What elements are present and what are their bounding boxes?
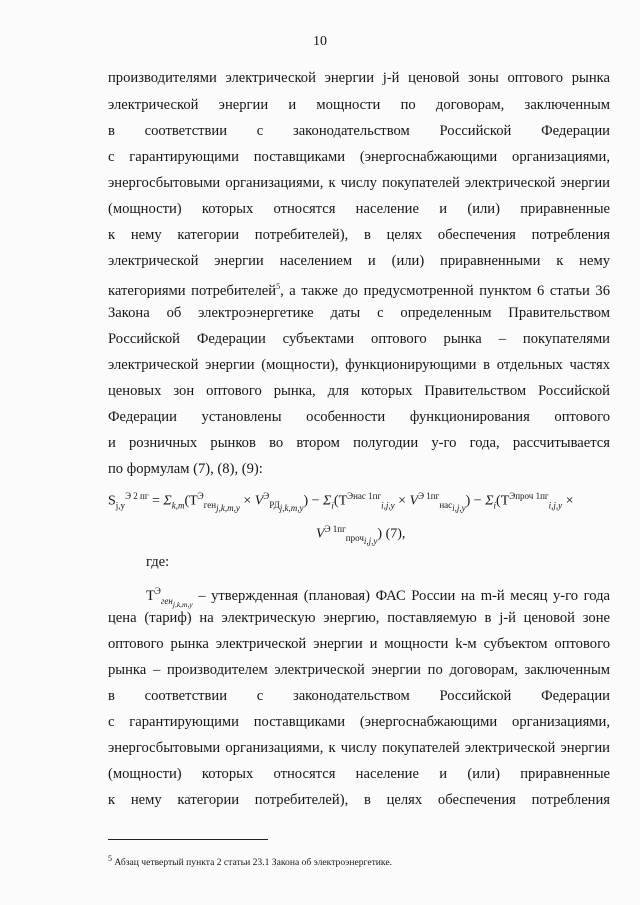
paragraph-line: (мощности) которых относятся население и (или) приравненные [108, 766, 610, 782]
paragraph-line: электрической энергии и мощности по договорам, заключенным [108, 97, 610, 113]
footnote [108, 853, 392, 869]
formula-7-continued: $V^{Э 1пг}_{проч_{i,j,y}}$) (7), [316, 524, 406, 547]
page-number: 10 [313, 34, 327, 49]
paragraph-line [108, 278, 610, 300]
paragraph-line: в соответствии с законодательством Российской Федерации [108, 123, 610, 139]
paragraph-line: с гарантирующими поставщиками (энергоснабжающими организациями, [108, 714, 610, 730]
paragraph-line: и розничных рынков во втором полугодии y-го года, рассчитывается [108, 435, 610, 451]
paragraph-line: к нему категории потребителей), в целях обеспечения потребления [108, 792, 610, 808]
tariff-symbol: $T^Э_{ген_{j,k,m,y}}$ [146, 586, 193, 609]
paragraph-line: (мощности) которых относятся население и (или) приравненные [108, 201, 610, 217]
formula-7: $S_{j,y}^{Э 2 пг} = \Sigma_{k,m}(T^Э_{ген_{j,k,m,y}} \times V^Э_{РД_{j,k,m,y}}) - \Sigma_i(T^{Энас 1пг}_{i,j,y} \times V^{Э 1пг}_{нас_{i,j,y}}) - \Sigma_i(T^{Эпроч 1пг}_{i,j,y}$ × [108, 491, 574, 514]
definition-text: – утвержденная (плановая) ФАС России на m-й месяц y-го года [198, 587, 610, 604]
paragraph-line: Федерации установлены особенности функционирования оптового [108, 409, 610, 425]
paragraph-line: производителями электрической энергии j-й ценовой зоны оптового рынка [108, 70, 610, 86]
paragraph-line: к нему категории потребителей), в целях обеспечения потребления [108, 227, 610, 243]
paragraph-text: категориями потребителей [108, 282, 277, 299]
paragraph-line: Российской Федерации субъектами оптового рынка – покупателями [108, 331, 610, 347]
paragraph-line: энергосбытовыми организациями, к числу покупателей электрической энергии [108, 175, 610, 191]
paragraph-line: Закона об электроэнергетике даты с определенным Правительством [108, 305, 610, 321]
footnote-divider [108, 839, 268, 840]
paragraph-line: энергосбытовыми организациями, к числу покупателей электрической энергии [108, 740, 610, 756]
footnote-text: Абзац четвертый пункта 2 статьи 23.1 Закона об электроэнергетике. [114, 857, 393, 869]
where-label: где: [146, 554, 170, 570]
footnote-mark: 5 [108, 854, 112, 863]
paragraph-text: , а также до предусмотренной пунктом 6 статьи 36 [280, 282, 610, 299]
paragraph-line: электрической энергии населением и (или) приравненными к нему [108, 253, 610, 269]
paragraph-line: ценовых зон оптового рынка, для которых Правительством Российской [108, 383, 610, 399]
paragraph-line: цена (тариф) на электрическую энергию, поставляемую в j-й ценовой зоне [108, 610, 610, 626]
paragraph-line: рынка – производителем электрической энергии по договорам, заключенным [108, 662, 610, 678]
paragraph-line: оптового рынка электрической энергии и мощности k-м субъектом оптового [108, 636, 610, 652]
paragraph-line: с гарантирующими поставщиками (энергоснабжающими организациями, [108, 149, 610, 165]
paragraph-line: электрической энергии (мощности), функционирующими в отдельных частях [108, 357, 610, 373]
paragraph-line: в соответствии с законодательством Российской Федерации [108, 688, 610, 704]
footnote-reference: 5 [276, 282, 281, 291]
formula-number: (7), [385, 526, 406, 542]
paragraph-line: по формулам (7), (8), (9): [108, 461, 263, 477]
